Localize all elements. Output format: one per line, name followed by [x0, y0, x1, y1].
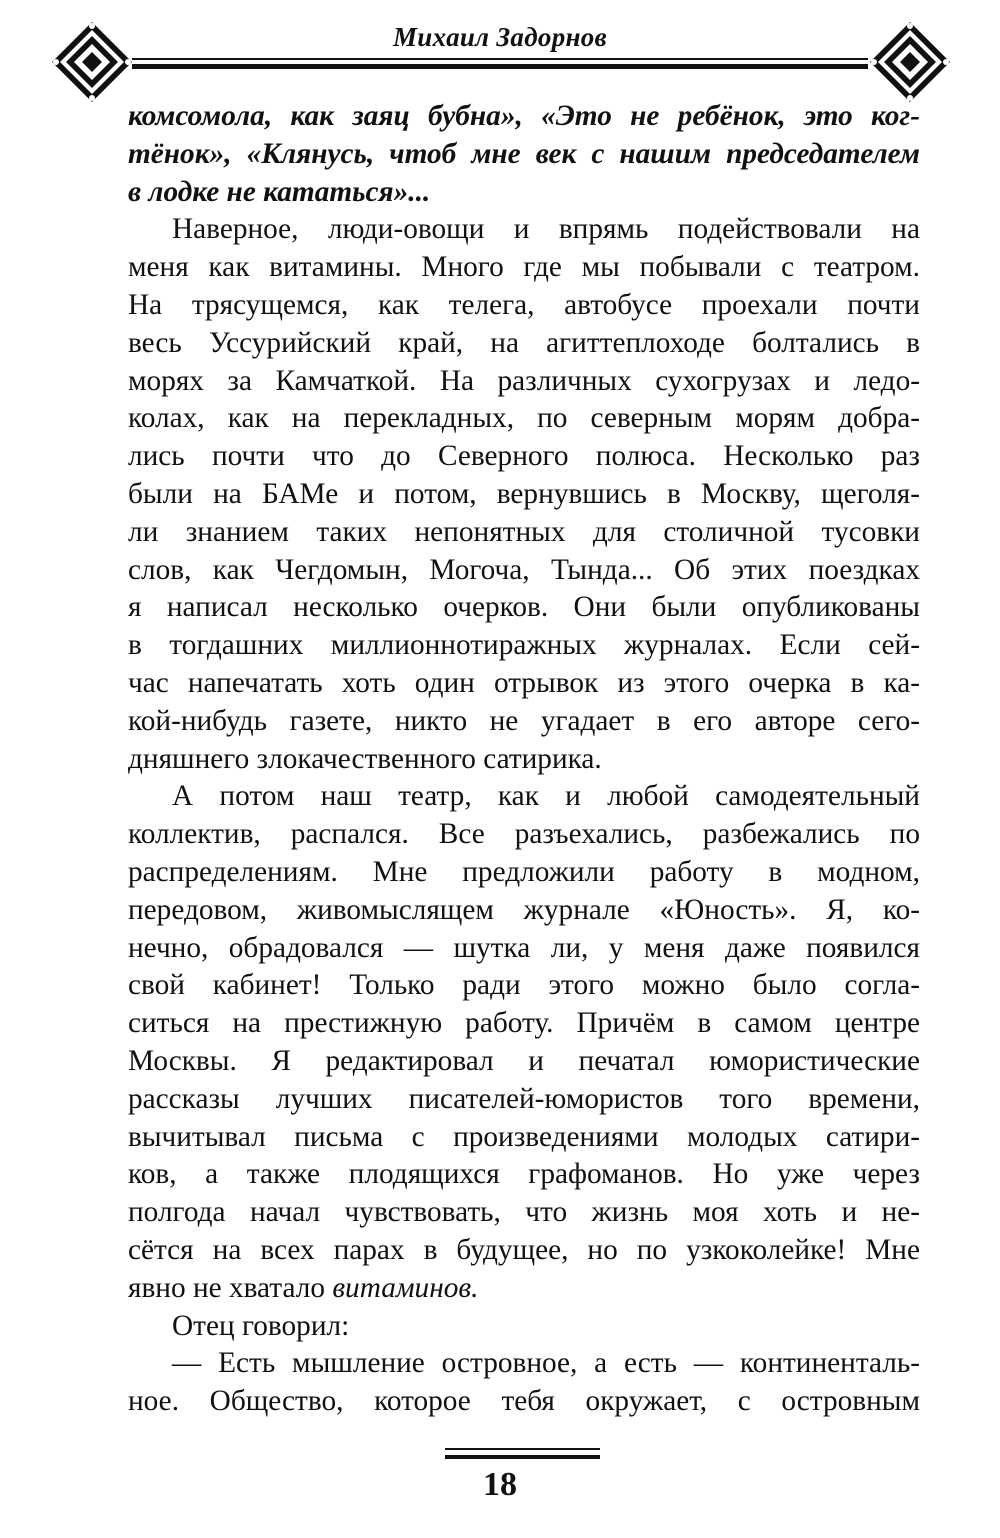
text-line: весь Уссурийский край, на агиттеплоходе болтались в: [128, 326, 920, 359]
italic-word: витаминов.: [332, 1271, 479, 1304]
text-line: свой кабинет! Только ради этого можно было согла-: [128, 969, 920, 1002]
text-line: На трясущемся, как телега, автобусе проехали почти: [128, 288, 920, 321]
text-line: Отец говорил:: [172, 1309, 350, 1342]
text-line: передовом, живомыслящем журнале «Юность». Я, ко-: [128, 893, 920, 926]
body-text: [128, 98, 920, 1421]
page-number: 18: [483, 1466, 517, 1503]
text-line: [128, 1270, 920, 1308]
text-line: Наверное, люди-овощи и впрямь подействовали на: [172, 213, 920, 246]
text-line: в тогдашних миллионнотиражных журналах. Если сей-: [128, 629, 920, 662]
header-rule-thick: [132, 64, 868, 69]
text-line: распределениям. Мне предложили работу в модном,: [128, 855, 920, 888]
text-line: колах, как на перекладных, по северным морям добра-: [128, 402, 920, 435]
text-line: морях за Камчаткой. На различных сухогрузах и ледо-: [128, 364, 920, 397]
text-line: сётся на всех парах в будущее, но по узкоколейке! Мне: [128, 1233, 920, 1266]
diamond-ornament-icon: [868, 20, 952, 104]
text-line: вычитывал письма с произведениями молодых сатири-: [128, 1120, 920, 1153]
text-line: ли знанием таких непонятных для столичной тусовки: [128, 515, 920, 548]
page-header: [0, 0, 1000, 100]
text-line: дняшнего злокачественного сатирика.: [128, 742, 602, 775]
text-line: слов, как Чегдомын, Могоча, Тында... Об этих поездках: [128, 553, 920, 586]
text-line: А потом наш театр, как и любой самодеятельный: [172, 780, 920, 813]
text-line: ков, а также плодящихся графоманов. Но уже через: [128, 1158, 920, 1191]
text-line: ное. Общество, которое тебя окружает, с островным: [128, 1385, 920, 1418]
text-line: я написал несколько очерков. Они были опубликованы: [128, 591, 920, 624]
text-line: кой-нибудь газете, никто не угадает в его авторе сего-: [128, 704, 920, 737]
header-rule: [132, 58, 868, 60]
text-line: лись почти что до Северного полюса. Несколько раз: [128, 440, 920, 473]
text-line: нечно, обрадовался — шутка ли, у меня даже появился: [128, 931, 920, 964]
text-line: тёнок», «Клянусь, чтоб мне век с нашим председателем: [128, 137, 920, 170]
text-line: час напечатать хоть один отрывок из этого очерка в ка-: [128, 666, 920, 699]
text-line: ситься на престижную работу. Причём в самом центре: [128, 1007, 920, 1040]
footer-rule-thick: [445, 1455, 600, 1459]
text-line: полгода начал чувствовать, что жизнь моя хоть и не-: [128, 1196, 920, 1229]
text-line: в лодке не кататься»...: [128, 175, 431, 208]
text-line: коллектив, распался. Все разъехались, разбежались по: [128, 818, 920, 851]
text-line: комсомола, как заяц бубна», «Это не ребёнок, это ког-: [128, 100, 920, 132]
footer-rule: [445, 1448, 600, 1450]
text-line: рассказы лучших писателей-юмористов того времени,: [128, 1082, 920, 1115]
text-line: — Есть мышление островное, а есть — континенталь-: [172, 1347, 920, 1380]
text-line: были на БАМе и потом, вернувшись в Москву, щеголя-: [128, 477, 920, 510]
text-line: Москвы. Я редактировал и печатал юмористические: [128, 1044, 920, 1077]
text-line: меня как витамины. Много где мы побывали с театром.: [128, 251, 920, 284]
running-head: Михаил Задорнов: [393, 22, 607, 52]
text-fragment: явно не хватало: [128, 1271, 333, 1304]
